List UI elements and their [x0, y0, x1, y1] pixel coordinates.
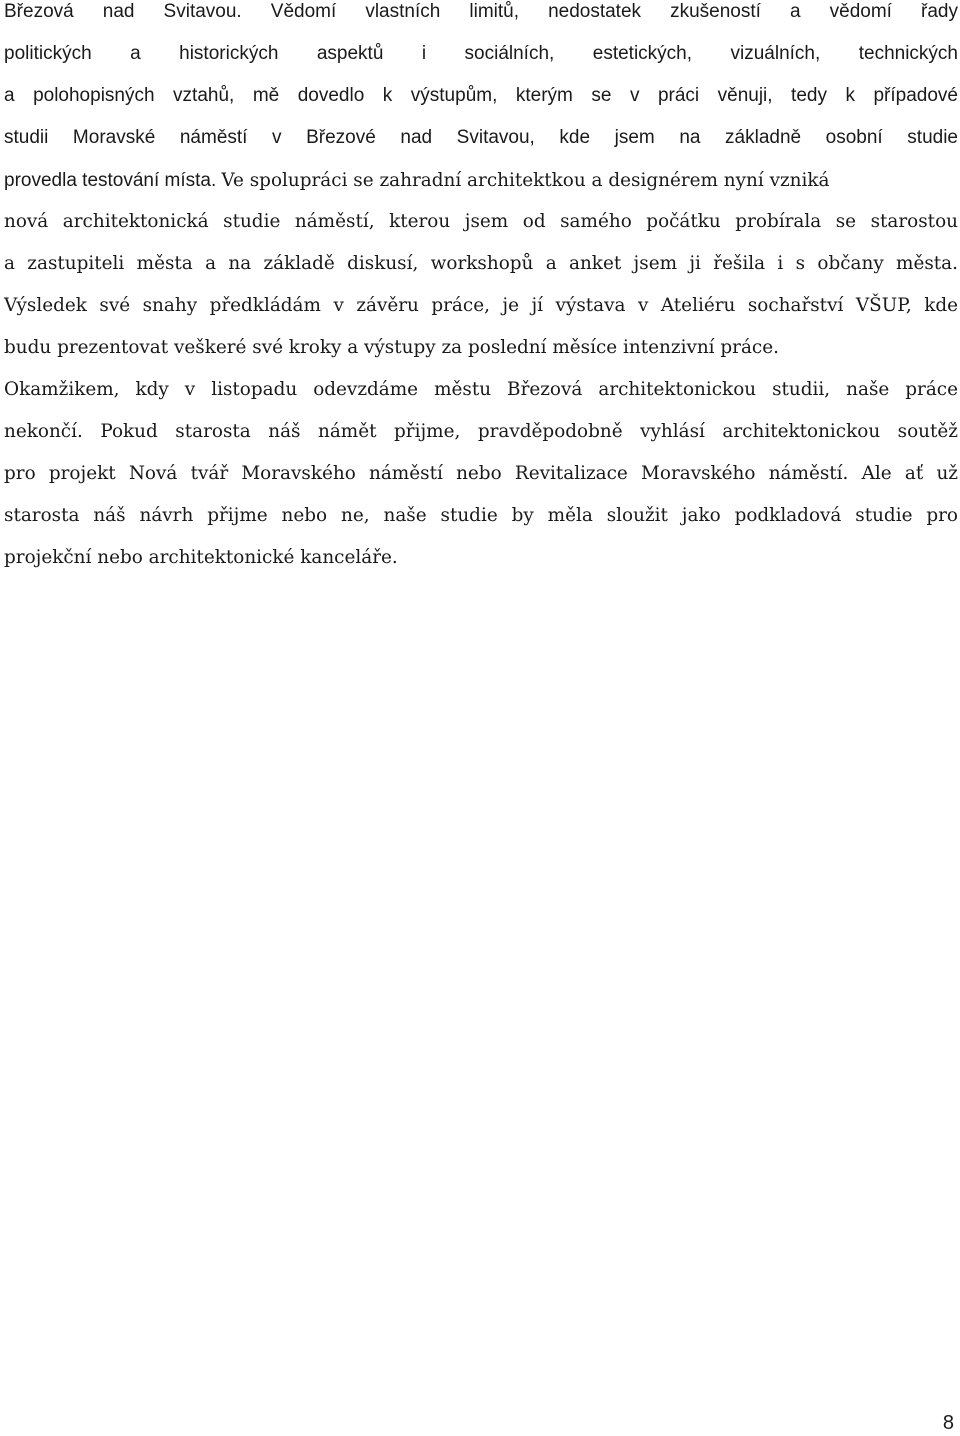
page-number: 8: [942, 1412, 954, 1434]
text-line: studii Moravské náměstí v Březové nad Svitavou, kde jsem na základně osobní studie: [4, 127, 958, 148]
text-line: Výsledek své snahy předkládám v závěru práce, je jí výstava v Ateliéru sochařství VŠUP, kde: [4, 295, 958, 316]
text-line: Okamžikem, kdy v listopadu odevzdáme městu Březová architektonickou studii, naše práce: [4, 379, 958, 400]
text-line: budu prezentovat veškeré své kroky a výstupy za poslední měsíce intenzivní práce.: [4, 337, 779, 358]
text-line: a polohopisných vztahů, mě dovedlo k výstupům, kterým se v práci věnuji, tedy k případové: [4, 85, 958, 106]
text-segment: Ve spolupráci se zahradní architektkou a designérem nyní vzniká: [221, 170, 830, 191]
text-line: politických a historických aspektů i sociálních, estetických, vizuálních, technických: [4, 43, 958, 64]
text-line: Březová nad Svitavou. Vědomí vlastních limitů, nedostatek zkušeností a vědomí řady: [4, 1, 958, 22]
text-line: starosta náš návrh přijme nebo ne, naše studie by měla sloužit jako podkladová studie pro: [4, 505, 958, 526]
text-line: nekončí. Pokud starosta náš námět přijme, pravděpodobně vyhlásí architektonickou soutěž: [4, 421, 958, 442]
text-line: pro projekt Nová tvář Moravského náměstí nebo Revitalizace Moravského náměstí. Ale ať už: [4, 463, 958, 484]
text-line: projekční nebo architektonické kanceláře.: [4, 547, 398, 568]
text-line: a zastupiteli města a na základě diskusí, workshopů a anket jsem ji řešila i s občany města.: [4, 253, 958, 274]
text-line: nová architektonická studie náměstí, kterou jsem od samého počátku probírala se starostou: [4, 211, 958, 232]
text-segment: provedla testování místa.: [4, 170, 217, 191]
text-line: [4, 159, 958, 201]
